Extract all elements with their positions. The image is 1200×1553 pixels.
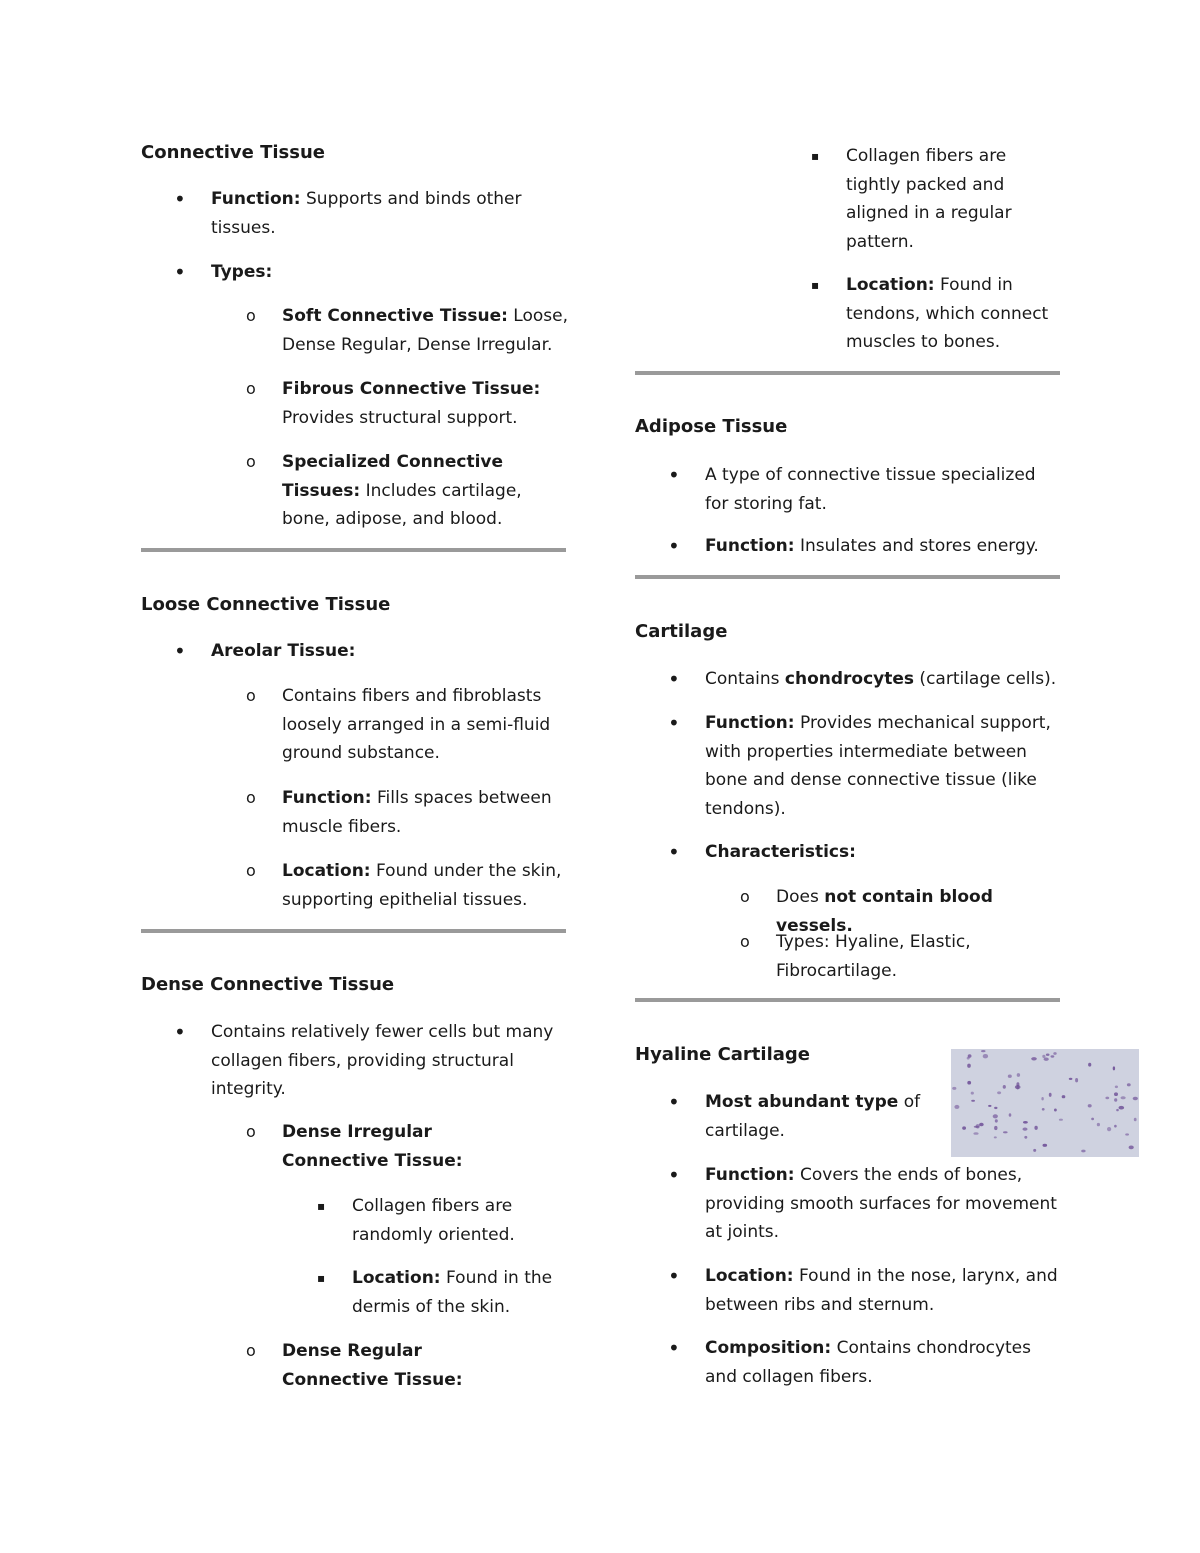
micrograph-cell bbox=[994, 1136, 997, 1138]
item-text: Types: Hyaline, Elastic, Fibrocartilage. bbox=[776, 932, 971, 981]
list-item-irregular-fibers bbox=[317, 1192, 566, 1249]
section-divider bbox=[141, 548, 566, 552]
item-text: Found in the nose, larynx, and between ribs and sternum. bbox=[705, 1266, 1058, 1315]
bullet-icon: • bbox=[668, 534, 680, 558]
item-text: Contains chondrocytes and collagen fibers. bbox=[705, 1338, 1031, 1387]
micrograph-cell bbox=[967, 1064, 971, 1068]
bullet-icon: • bbox=[668, 1163, 680, 1187]
micrograph-cell bbox=[1088, 1104, 1092, 1107]
heading-connective-tissue: Connective Tissue bbox=[141, 142, 325, 163]
circle-bullet-icon: o bbox=[246, 1341, 256, 1360]
micrograph-cell bbox=[979, 1123, 984, 1127]
micrograph-cell bbox=[994, 1107, 997, 1109]
micrograph-cell bbox=[1044, 1058, 1049, 1061]
square-bullet-icon: ▪ bbox=[811, 278, 820, 292]
micrograph-cell bbox=[1091, 1118, 1094, 1121]
list-item-regular-location bbox=[811, 271, 1060, 357]
micrograph-cell bbox=[1043, 1144, 1048, 1147]
item-label: Function: bbox=[705, 1165, 795, 1185]
hyaline-cartilage-micrograph bbox=[951, 1049, 1139, 1157]
heading-hyaline-cartilage: Hyaline Cartilage bbox=[635, 1044, 810, 1065]
item-text: Collagen fibers are randomly oriented. bbox=[352, 1196, 515, 1245]
square-bullet-icon: ▪ bbox=[317, 1271, 326, 1285]
micrograph-cell bbox=[988, 1105, 991, 1107]
micrograph-cell bbox=[995, 1119, 998, 1122]
micrograph-cell bbox=[954, 1105, 959, 1109]
circle-bullet-icon: o bbox=[246, 379, 256, 398]
micrograph-cell bbox=[1003, 1085, 1006, 1089]
micrograph-cell bbox=[1049, 1093, 1052, 1097]
item-label: Location: bbox=[352, 1268, 441, 1288]
micrograph-cell bbox=[971, 1092, 974, 1095]
list-item-areolar-location bbox=[246, 857, 568, 914]
micrograph-cell bbox=[1119, 1106, 1125, 1110]
item-label: Characteristics: bbox=[705, 842, 856, 862]
micrograph-cell bbox=[994, 1126, 997, 1130]
list-item-areolar-fibers bbox=[246, 682, 568, 768]
heading-adipose-tissue: Adipose Tissue bbox=[635, 416, 788, 437]
circle-bullet-icon: o bbox=[740, 932, 750, 951]
bullet-icon: • bbox=[668, 840, 680, 864]
list-item-cartilage-types bbox=[740, 928, 1026, 985]
circle-bullet-icon: o bbox=[740, 887, 750, 906]
micrograph-cell bbox=[1023, 1128, 1028, 1131]
heading-loose-connective-tissue: Loose Connective Tissue bbox=[141, 594, 391, 615]
micrograph-cell bbox=[1107, 1127, 1111, 1131]
micrograph-cell bbox=[1046, 1054, 1050, 1056]
micrograph-cell bbox=[1059, 1119, 1063, 1121]
list-item-hyaline-abundant bbox=[668, 1088, 925, 1145]
item-label: Areolar Tissue: bbox=[211, 641, 356, 661]
micrograph-cell bbox=[1015, 1085, 1021, 1089]
micrograph-cell bbox=[1069, 1078, 1073, 1080]
micrograph-cell bbox=[962, 1126, 966, 1129]
bullet-icon: • bbox=[174, 639, 186, 663]
list-item-connective-function bbox=[174, 185, 566, 242]
item-label: Specialized Connective Tissues: bbox=[282, 452, 504, 501]
square-bullet-icon: ▪ bbox=[317, 1199, 326, 1213]
micrograph-cell bbox=[1114, 1098, 1117, 1101]
micrograph-cell bbox=[1121, 1096, 1126, 1099]
micrograph-cell bbox=[1041, 1097, 1043, 1100]
item-emphasis: Most abundant type bbox=[705, 1092, 899, 1112]
item-label: Function: bbox=[705, 713, 795, 733]
square-bullet-icon: ▪ bbox=[811, 149, 820, 163]
item-label: Composition: bbox=[705, 1338, 832, 1358]
micrograph-cell bbox=[1113, 1066, 1115, 1070]
list-item-dense-irregular bbox=[246, 1118, 532, 1175]
list-item-areolar-function bbox=[246, 784, 568, 841]
list-item-regular-fibers bbox=[811, 142, 1060, 256]
list-item-connective-types bbox=[174, 258, 566, 287]
micrograph-cell bbox=[1023, 1121, 1028, 1124]
list-item-soft-connective bbox=[246, 302, 569, 359]
list-item-adipose-function bbox=[668, 532, 1060, 561]
list-item-hyaline-location bbox=[668, 1262, 1060, 1319]
heading-cartilage: Cartilage bbox=[635, 621, 728, 642]
item-label: Dense Irregular Connective Tissue: bbox=[282, 1122, 463, 1171]
item-label: Location: bbox=[282, 861, 371, 881]
item-text: Includes cartilage, bone, adipose, and blood. bbox=[282, 480, 522, 529]
heading-dense-connective-tissue: Dense Connective Tissue bbox=[141, 974, 395, 995]
micrograph-cell bbox=[1017, 1073, 1020, 1077]
list-item-hyaline-function bbox=[668, 1161, 1060, 1247]
item-label: Location: bbox=[705, 1266, 794, 1286]
list-item-dense-regular bbox=[246, 1337, 532, 1394]
bullet-icon: • bbox=[668, 1336, 680, 1360]
micrograph-cell bbox=[1075, 1078, 1078, 1082]
item-text: A type of connective tissue specialized for storing fat. bbox=[705, 465, 1036, 514]
circle-bullet-icon: o bbox=[246, 686, 256, 705]
micrograph-cell bbox=[1114, 1092, 1118, 1096]
micrograph-cell bbox=[1033, 1149, 1036, 1152]
micrograph-cell bbox=[1097, 1123, 1100, 1126]
item-label: Function: bbox=[705, 536, 795, 556]
micrograph-cell bbox=[1127, 1083, 1131, 1086]
micrograph-cell bbox=[1129, 1146, 1134, 1150]
bullet-icon: • bbox=[174, 1020, 186, 1044]
micrograph-background bbox=[951, 1049, 1139, 1157]
micrograph-cell bbox=[1051, 1055, 1055, 1057]
item-label: Dense Regular Connective Tissue: bbox=[282, 1341, 463, 1390]
list-item-dense-intro bbox=[174, 1018, 566, 1104]
list-item-areolar-tissue bbox=[174, 637, 566, 666]
micrograph-cell bbox=[1053, 1052, 1056, 1055]
micrograph-cell bbox=[1054, 1109, 1057, 1112]
section-divider bbox=[635, 371, 1060, 375]
micrograph-cell bbox=[1116, 1109, 1119, 1111]
micrograph-cell bbox=[973, 1132, 978, 1135]
list-item-hyaline-composition bbox=[668, 1334, 1060, 1391]
list-item-cartilage-contains bbox=[668, 665, 1060, 694]
list-item-fibrous-connective bbox=[246, 375, 568, 432]
micrograph-cell bbox=[1062, 1095, 1066, 1098]
list-item-cartilage-function bbox=[668, 709, 1060, 823]
circle-bullet-icon: o bbox=[246, 788, 256, 807]
item-label: Function: bbox=[211, 189, 301, 209]
micrograph-cell bbox=[1042, 1108, 1045, 1111]
micrograph-cell bbox=[1105, 1097, 1109, 1100]
item-text: Loose, Dense Regular, Dense Irregular. bbox=[282, 306, 569, 355]
bullet-icon: • bbox=[174, 187, 186, 211]
item-text: Found in tendons, which connect muscles to bones. bbox=[846, 275, 1049, 352]
micrograph-cell bbox=[971, 1100, 975, 1102]
micrograph-cell bbox=[952, 1087, 956, 1090]
item-text: Contains bbox=[705, 669, 785, 689]
bullet-icon: • bbox=[174, 260, 186, 284]
item-text: Collagen fibers are tightly packed and aligned in a regular pattern. bbox=[846, 146, 1012, 252]
micrograph-cell bbox=[993, 1114, 998, 1118]
micrograph-cell bbox=[1114, 1125, 1117, 1128]
item-label: Function: bbox=[282, 788, 372, 808]
circle-bullet-icon: o bbox=[246, 861, 256, 880]
micrograph-cell bbox=[1009, 1113, 1012, 1117]
item-text: Fills spaces between muscle fibers. bbox=[282, 788, 552, 837]
bullet-icon: • bbox=[668, 463, 680, 487]
item-text: Contains relatively fewer cells but many collagen fibers, providing structural integrity. bbox=[211, 1022, 554, 1099]
item-label: Fibrous Connective Tissue: bbox=[282, 379, 541, 399]
micrograph-cell bbox=[1115, 1086, 1118, 1089]
section-divider bbox=[635, 575, 1060, 579]
item-label: Types: bbox=[211, 262, 273, 282]
item-text: Found under the skin, supporting epithelial tissues. bbox=[282, 861, 562, 910]
item-text: of cartilage. bbox=[705, 1092, 921, 1141]
micrograph-cell bbox=[1042, 1055, 1045, 1058]
section-divider bbox=[141, 929, 566, 933]
micrograph-cell bbox=[981, 1050, 985, 1052]
list-item-specialized-connective bbox=[246, 448, 568, 534]
micrograph-cell bbox=[1024, 1136, 1027, 1139]
bullet-icon: • bbox=[668, 1090, 680, 1114]
micrograph-cell bbox=[1031, 1057, 1037, 1060]
circle-bullet-icon: o bbox=[246, 1122, 256, 1141]
item-label: Soft Connective Tissue: bbox=[282, 306, 508, 326]
item-text: Provides structural support. bbox=[282, 407, 518, 428]
item-text: Covers the ends of bones, providing smooth surfaces for movement at joints. bbox=[705, 1165, 1057, 1242]
micrograph-cell bbox=[1003, 1131, 1008, 1133]
micrograph-cell bbox=[1133, 1097, 1138, 1100]
micrograph-cell bbox=[1125, 1133, 1129, 1135]
item-emphasis: not contain blood vessels. bbox=[776, 887, 993, 936]
micrograph-cell bbox=[967, 1081, 971, 1085]
bullet-icon: • bbox=[668, 1264, 680, 1288]
list-item-cartilage-characteristics bbox=[668, 838, 1060, 867]
micrograph-cell bbox=[967, 1057, 970, 1060]
item-text: Does bbox=[776, 887, 825, 907]
item-text: Insulates and stores energy. bbox=[794, 536, 1039, 556]
item-text: Found in the dermis of the skin. bbox=[352, 1268, 553, 1317]
item-text: Supports and binds other tissues. bbox=[211, 189, 522, 238]
item-text: Contains fibers and fibroblasts loosely arranged in a semi-fluid ground substance. bbox=[282, 686, 551, 763]
micrograph-cell bbox=[1081, 1150, 1085, 1153]
bullet-icon: • bbox=[668, 711, 680, 735]
list-item-irregular-location bbox=[317, 1264, 566, 1321]
circle-bullet-icon: o bbox=[246, 452, 256, 471]
circle-bullet-icon: o bbox=[246, 306, 256, 325]
micrograph-cell bbox=[997, 1091, 1001, 1094]
item-text: (cartilage cells). bbox=[914, 669, 1057, 689]
micrograph-cell bbox=[1134, 1118, 1137, 1122]
micrograph-cell bbox=[976, 1124, 980, 1128]
list-item-adipose-desc bbox=[668, 461, 1060, 518]
micrograph-cell bbox=[983, 1054, 988, 1058]
bullet-icon: • bbox=[668, 667, 680, 691]
micrograph-cell bbox=[1008, 1075, 1012, 1078]
section-divider bbox=[635, 998, 1060, 1002]
item-text: Provides mechanical support, with properties intermediate between bone and dense connective tissue (like tendons). bbox=[705, 713, 1051, 819]
micrograph-cell bbox=[1034, 1126, 1037, 1130]
item-label: Location: bbox=[846, 275, 935, 295]
micrograph-cell bbox=[1088, 1063, 1091, 1067]
item-emphasis: chondrocytes bbox=[784, 669, 915, 689]
